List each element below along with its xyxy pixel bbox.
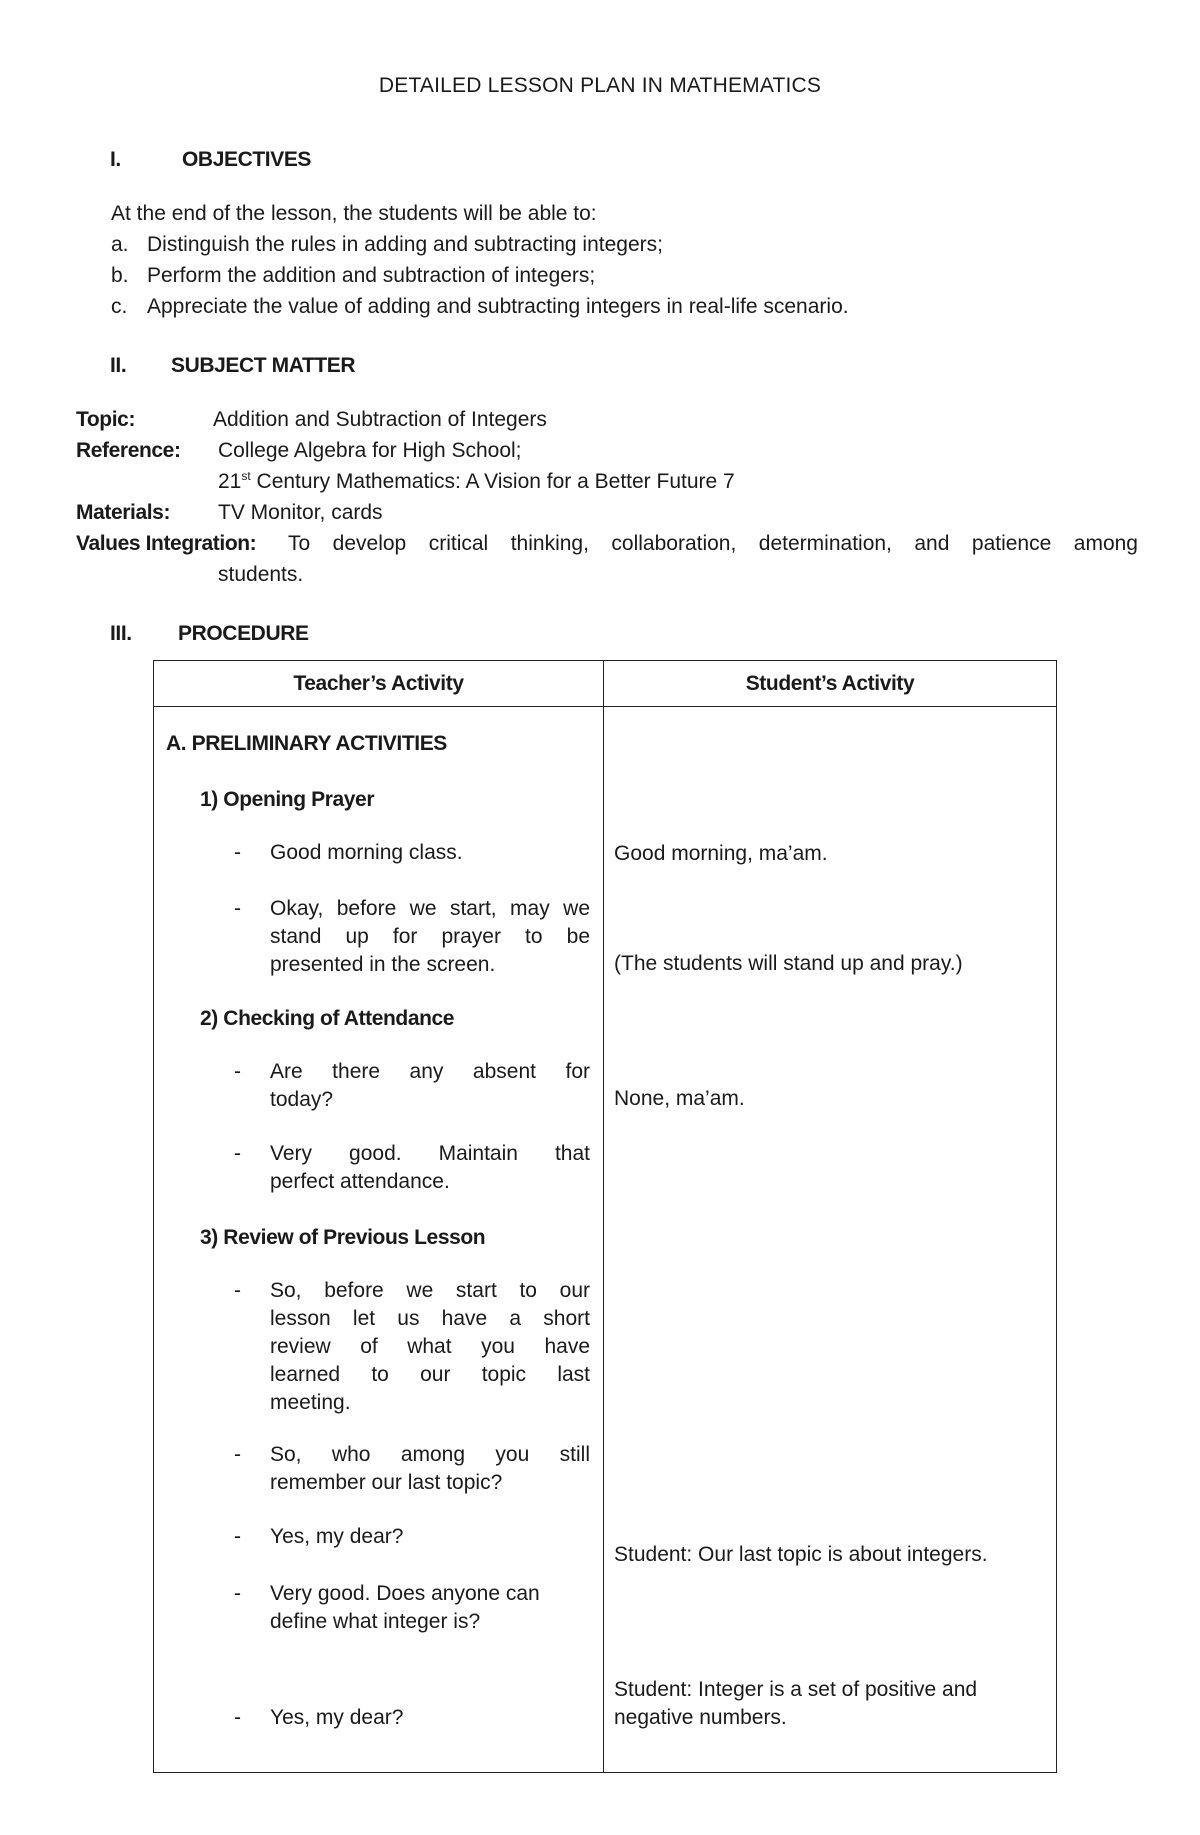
dash-bullet: - [234, 1142, 241, 1165]
review-lesson-subheading: 3) Review of Previous Lesson [200, 1226, 486, 1249]
student-reply-good-morning: Good morning, ma’am. [614, 842, 828, 865]
reference-ordinal-suffix: st [241, 469, 251, 483]
text-line: meeting. [270, 1391, 351, 1414]
objective-letter-b: b. [111, 264, 129, 287]
teacher-line-absent [270, 1058, 590, 1114]
text-line: review of what you have [270, 1335, 590, 1358]
text-line: stand up for prayer to be [270, 925, 590, 948]
reference-line-2 [218, 470, 735, 494]
student-reply-none: None, ma’am. [614, 1087, 745, 1110]
teacher-line-yes-my-dear: Yes, my dear? [270, 1525, 404, 1548]
dash-bullet: - [234, 1525, 241, 1548]
dash-bullet: - [234, 1582, 241, 1605]
dash-bullet: - [234, 897, 241, 920]
opening-prayer-subheading: 1) Opening Prayer [200, 788, 375, 811]
text-line: Okay, before we start, may we [270, 897, 590, 920]
text-line: today? [270, 1088, 334, 1111]
text-line: remember our last topic? [270, 1471, 503, 1494]
objectives-intro: At the end of the lesson, the students will be able to: [111, 202, 597, 225]
teacher-line-very-good [270, 1140, 590, 1196]
teacher-line-last-topic [270, 1441, 590, 1497]
teacher-line-prayer [270, 895, 590, 979]
topic-value: Addition and Subtraction of Integers [213, 408, 547, 431]
objective-item-a: Distinguish the rules in adding and subtracting integers; [147, 233, 663, 256]
objectives-numeral: I. [110, 148, 121, 171]
text-line: presented in the screen. [270, 953, 496, 976]
text-line: So, before we start to our [270, 1279, 590, 1302]
page-title: DETAILED LESSON PLAN IN MATHEMATICS [378, 74, 822, 97]
dash-bullet: - [234, 1706, 241, 1729]
reference-label: Reference: [76, 439, 181, 462]
objective-item-b: Perform the addition and subtraction of integers; [147, 264, 596, 287]
student-reply-pray: (The students will stand up and pray.) [614, 952, 963, 975]
materials-label: Materials: [76, 501, 171, 524]
dash-bullet: - [234, 841, 241, 864]
text-line: Are there any absent for [270, 1060, 590, 1083]
text-line: So, who among you still [270, 1443, 590, 1466]
objective-letter-c: c. [111, 295, 128, 318]
teacher-activity-header: Teacher’s Activity [154, 661, 604, 707]
text-line: Very good. Does anyone can [270, 1582, 540, 1605]
reference-ordinal-number: 21 [218, 470, 242, 493]
objective-item-c: Appreciate the value of adding and subtracting integers in real-life scenario. [147, 295, 849, 318]
student-activity-header: Student’s Activity [604, 661, 1057, 707]
teacher-line-define-integer [270, 1580, 600, 1636]
teacher-activity-cell [154, 707, 604, 1773]
topic-label: Topic: [76, 408, 136, 431]
preliminary-activities-heading: A. PRELIMINARY ACTIVITIES [166, 732, 447, 755]
procedure-table-header [154, 661, 1057, 707]
student-activity-cell [604, 707, 1057, 1773]
teacher-line-good-morning: Good morning class. [270, 841, 463, 864]
text-line: Student: Integer is a set of positive and [614, 1678, 978, 1701]
values-label: Values Integration: [76, 532, 257, 555]
values-line-1-wrap [288, 532, 1138, 556]
text-line: define what integer is? [270, 1610, 481, 1633]
objective-letter-a: a. [111, 233, 129, 256]
text-line: negative numbers. [614, 1706, 787, 1729]
dash-bullet: - [234, 1060, 241, 1083]
subject-matter-numeral: II. [110, 354, 127, 377]
student-reply-last-topic: Student: Our last topic is about integers. [614, 1543, 988, 1566]
procedure-numeral: III. [110, 622, 132, 645]
materials-value: TV Monitor, cards [218, 501, 383, 524]
procedure-heading: PROCEDURE [178, 622, 309, 645]
text-line: lesson let us have a short [270, 1307, 590, 1330]
objectives-heading: OBJECTIVES [182, 148, 312, 171]
text-line: learned to our topic last [270, 1363, 590, 1386]
teacher-line-yes-my-dear-2: Yes, my dear? [270, 1706, 404, 1729]
reference-line-1: College Algebra for High School; [218, 439, 522, 462]
dash-bullet: - [234, 1443, 241, 1466]
student-reply-integer-definition [614, 1676, 977, 1732]
procedure-table [153, 660, 1057, 1773]
text-line: perfect attendance. [270, 1170, 450, 1193]
values-line-1: To develop critical thinking, collaboration, determination, and patience among [288, 532, 1138, 555]
values-line-2: students. [218, 563, 304, 586]
text-line: Very good. Maintain that [270, 1142, 590, 1165]
dash-bullet: - [234, 1279, 241, 1302]
reference-title: Century Mathematics: A Vision for a Better Future 7 [250, 470, 735, 493]
procedure-table-row [154, 707, 1057, 1773]
teacher-line-review [270, 1277, 590, 1417]
subject-matter-heading: SUBJECT MATTER [171, 354, 356, 377]
checking-attendance-subheading: 2) Checking of Attendance [200, 1007, 455, 1030]
